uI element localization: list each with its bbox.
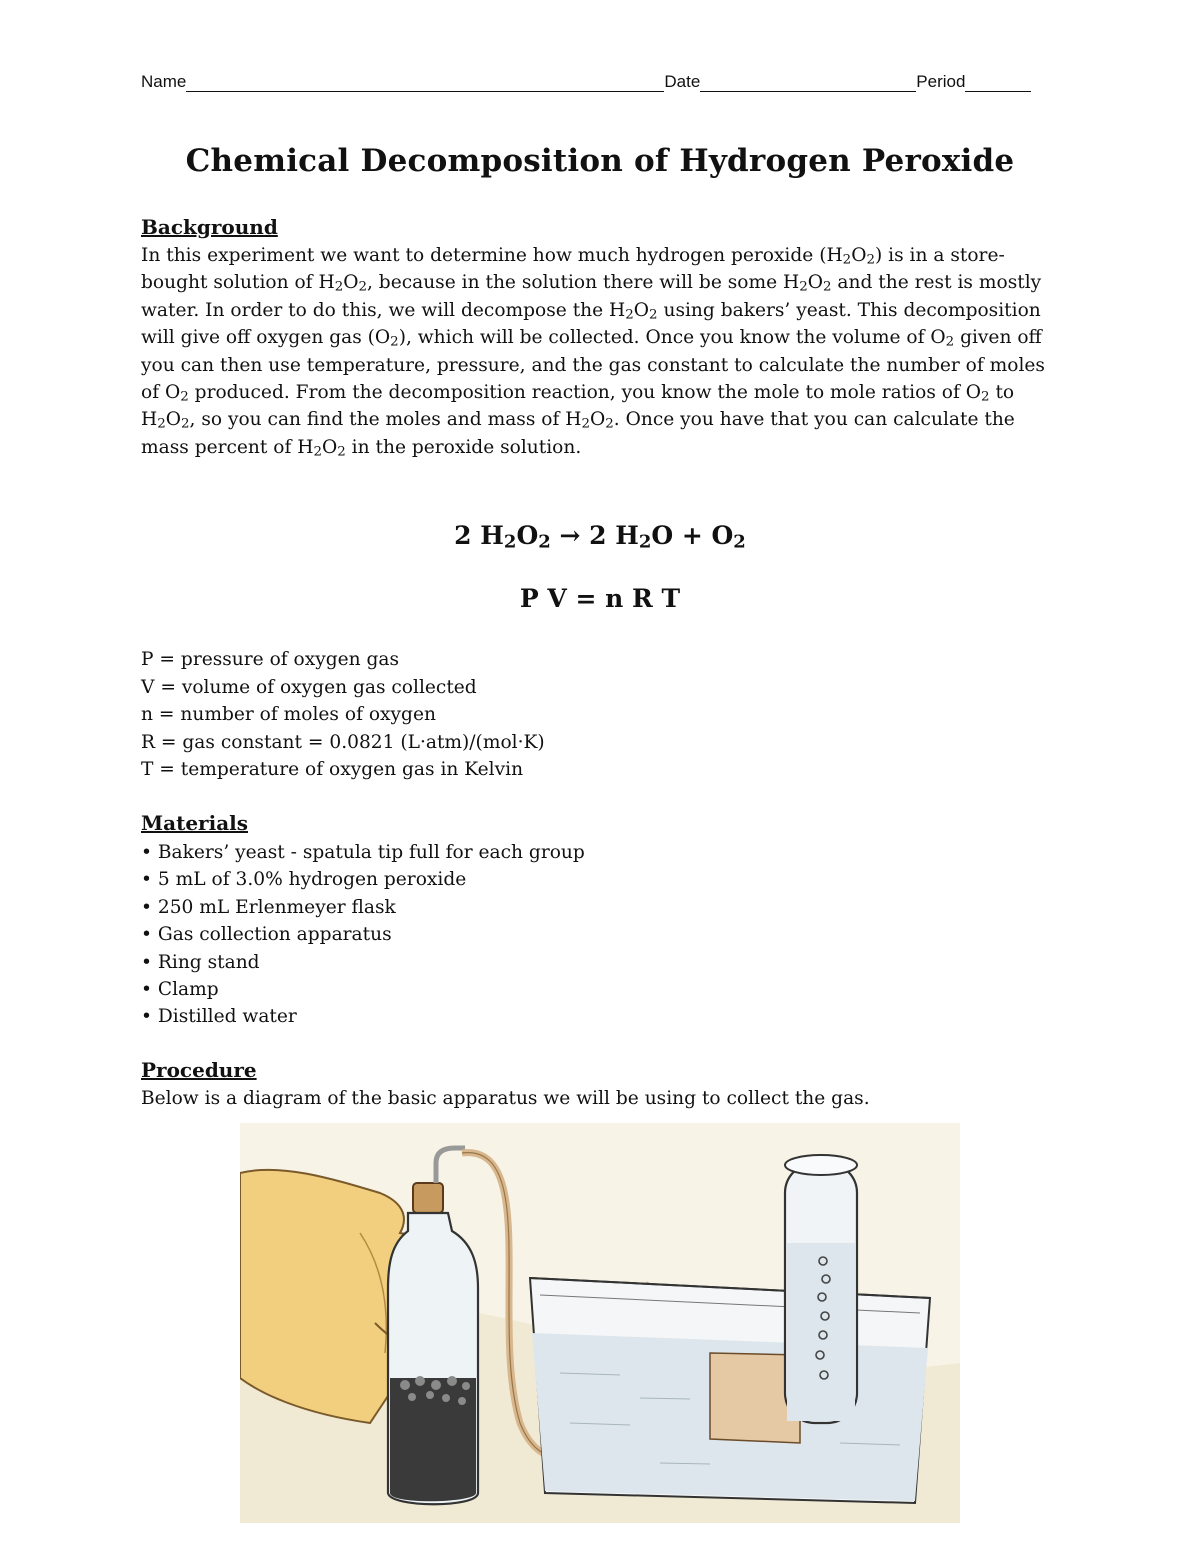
- ideal-gas-equation: P V = n R T: [519, 584, 681, 613]
- name-label: Name: [141, 72, 187, 91]
- name-field[interactable]: [186, 75, 664, 92]
- gas-collection-diagram: [240, 1123, 960, 1523]
- procedure-heading: Procedure: [141, 1058, 257, 1082]
- materials-list: [141, 839, 585, 1031]
- variable-v: V = volume of oxygen gas collected: [141, 676, 477, 698]
- materials-heading: Materials: [141, 811, 249, 835]
- variable-r: R = gas constant = 0.0821 (L·atm)/(mol·K): [141, 731, 545, 753]
- water-trough: [530, 1278, 930, 1503]
- date-label: Date: [664, 72, 701, 91]
- date-field[interactable]: [700, 75, 916, 92]
- variable-n: n = number of moles of oxygen: [141, 704, 436, 726]
- list-item: • Distilled water: [141, 1006, 297, 1028]
- list-item: • Ring stand: [141, 951, 260, 973]
- variable-t: T = temperature of oxygen gas in Kelvin: [141, 759, 524, 781]
- period-field[interactable]: [965, 75, 1031, 92]
- list-item: • 250 mL Erlenmeyer flask: [141, 896, 396, 918]
- decomposition-equation: 2 $H_2O_2 \to 2$ $H_2O + O_2$: [454, 521, 746, 553]
- header-fields: [141, 72, 1056, 92]
- procedure-text: Below is a diagram of the basic apparatus we will be using to collect the gas.: [141, 1088, 870, 1109]
- page-title: Chemical Decomposition of Hydrogen Peroxide: [185, 143, 1015, 179]
- background-paragraph: In this experiment we want to determine how much hydrogen peroxide $(H_2O_2)$ is in a store-bought solution of $H_2O_2$, because in the solution there will be some $H_2O_2$ and the rest is mostly water. In order to do this, we will decompose the $H_2O_2$ using bakers’ yeast. This decomposition will give off oxygen gas $(O_2)$, which will be collected. Once you know the volume of $O_2$ given off you can then use temperature, pressure, and the gas constant to calculate the number of moles of $O_2$ produced. From the decomposition reaction, you know the mole to mole ratios of $O_2$ to $H_2O_2$, so you can find the moles and mass of $H_2O_2$. Once you have that you can calculate the mass percent of $H_2O_2$ in the peroxide solution.: [141, 245, 1045, 460]
- variable-definitions: [141, 646, 545, 784]
- variable-p: P = pressure of oxygen gas: [141, 649, 400, 670]
- period-label: Period: [916, 72, 966, 91]
- list-item: • Bakers’ yeast - spatula tip full for each group: [141, 842, 585, 863]
- collection-tube: [785, 1155, 857, 1423]
- list-item: • Gas collection apparatus: [141, 924, 392, 946]
- list-item: • 5 mL of 3.0% hydrogen peroxide: [141, 869, 467, 891]
- list-item: • Clamp: [141, 979, 219, 1001]
- background-heading: Background: [141, 215, 278, 239]
